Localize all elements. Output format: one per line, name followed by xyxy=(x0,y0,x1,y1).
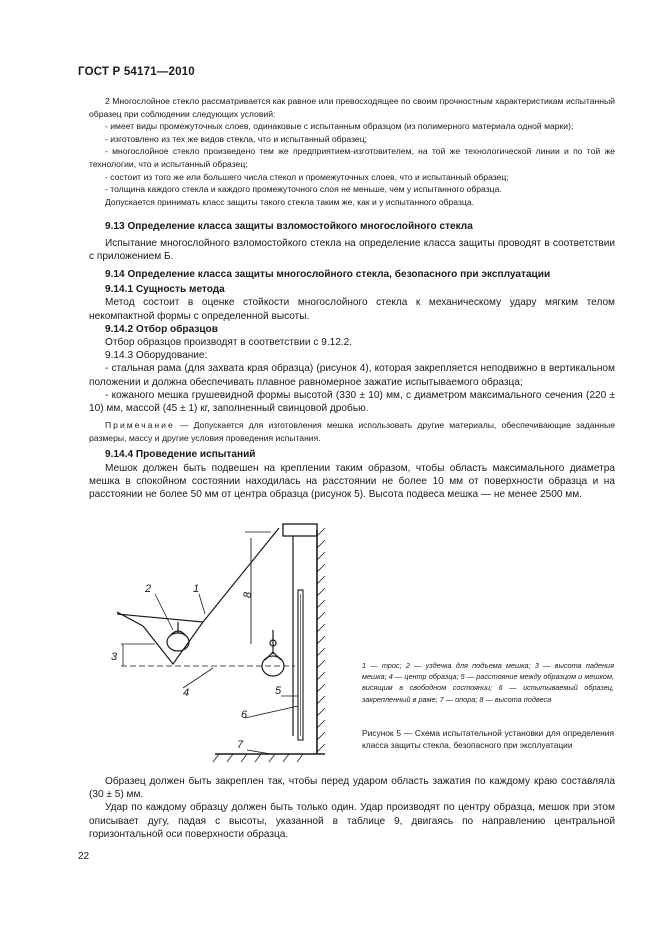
note-2-intro: 2 Многослойное стекло рассматривается как равное или превосходящее по своим прочностным характеристикам испытанный образец при соблюдении следующих условий: xyxy=(89,96,615,119)
test-rig-diagram xyxy=(95,518,335,768)
note-2-item: - толщина каждого стекла и каждого промежуточного слоя не меньше, чем у испытанного образца. xyxy=(105,184,502,195)
paragraph: Образец должен быть закреплен так, чтобы перед ударом область зажатия по каждому краю составляла (30 ± 5) мм. xyxy=(89,776,615,801)
label-2: 2 xyxy=(145,583,152,595)
section-text: Испытание многослойного взломостойкого стекла на определение класса защиты проводят в соответствии с приложением Б. xyxy=(89,238,615,263)
wall-hatching xyxy=(317,528,325,752)
paragraph: Отбор образцов производят в соответствии с 9.12.2. xyxy=(105,337,353,349)
note-2-item: - многослойное стекло произведено тем же предприятием-изготовителем, на той же технологической линии и по той же технологии, что и испытанный образец; xyxy=(89,146,615,169)
note-2-item: - изготовлено из тех же видов стекла, что и испытанный образец; xyxy=(105,133,368,144)
label-1: 1 xyxy=(193,583,200,595)
label-7: 7 xyxy=(237,739,244,751)
subsection-heading: 9.14.3 Оборудование: xyxy=(105,350,208,362)
equipment-item: - стальная рама (для захвата края образца) (рисунок 4), которая закрепляется неподвижно в вертикальном положении и должна обеспечивать плавное равномерное зажатие испытываемого образца; xyxy=(89,363,615,388)
note-label: Примечание xyxy=(105,420,175,431)
paragraph: Удар по каждому образцу должен быть только один. Удар производят по центру образца, мешок при этом описывает дугу, падая с высоты, указанной в таблице 9, двигаясь по направлению центральной горизонтальной оси поверхности образца. xyxy=(89,802,615,840)
paragraph: Мешок должен быть подвешен на креплении таким образом, чтобы область максимального диаметра мешка в спокойном состоянии находилась на расстоянии не более 10 мм от поверхности образца и на расстоянии не более 50 мм от центра образца (рисунок 5). Высота подвеса мешка — не менее 2500 мм. xyxy=(89,462,615,501)
figure-caption: Рисунок 5 — Схема испытательной установки для определения класса защиты стекла, безопасного при эксплуатации xyxy=(362,728,614,750)
paragraph: Метод состоит в оценке стойкости многослойного стекла к механическому удару мягким телом некомпактной формы с определенной высоты. xyxy=(89,297,615,322)
label-4: 4 xyxy=(183,687,190,699)
label-6: 6 xyxy=(241,709,248,721)
note-2-closing: Допускается принимать класс защиты такого стекла таким же, как и у испытанного образца. xyxy=(105,196,475,207)
note-2-block xyxy=(89,95,615,208)
page-number: 22 xyxy=(78,851,90,862)
after-figure-text xyxy=(89,775,615,841)
section-heading: 9.14 Определение класса защиты многослойного стекла, безопасного при эксплуатации xyxy=(105,269,551,280)
section-9-14 xyxy=(89,268,615,501)
note-2-item: - состоит из того же или большего числа стекол и промежуточных слоев, что и испытанный образец; xyxy=(105,171,509,182)
equipment-item: - кожаного мешка грушевидной формы высотой (330 ± 10) мм, с диаметром максимального сечения (220 ± 10) мм, массой (45 ± 1) кг, заполненный свинцовой дробью. xyxy=(89,389,615,415)
label-3: 3 xyxy=(111,651,118,663)
section-heading: 9.13 Определение класса защиты взломостойкого многослойного стекла xyxy=(105,221,473,232)
subsection-heading: 9.14.4 Проведение испытаний xyxy=(105,449,256,461)
section-9-13 xyxy=(89,220,615,264)
label-8: 8 xyxy=(242,591,254,598)
subsection-heading: 9.14.1 Сущность метода xyxy=(105,284,225,296)
figure-legend: 1 — трос; 2 — уздечка для подъема мешка; 3 — высота падения мешка; 4 — центр образца; 5 — расстояние между образцом и мешком, висящим в свободном состоянии; 6 — испытываемый образец, закрепленный в раме; 7 — опора; 8 — высота подвеса xyxy=(362,661,614,704)
document-header: ГОСТ Р 54171—2010 xyxy=(78,66,195,78)
note-2-item: - имеет виды промежуточных слоев, одинаковые с испытанным образцом (из полимерного материала одной марки); xyxy=(105,121,574,132)
subsection-heading: 9.14.2 Отбор образцов xyxy=(105,323,218,335)
note-block xyxy=(89,419,615,444)
label-5: 5 xyxy=(275,685,282,697)
note-text: — Допускается для изготовления мешка использовать другие материалы, обеспечивающие заданные размеры, массу и другие условия проведения испытания. xyxy=(89,420,615,443)
